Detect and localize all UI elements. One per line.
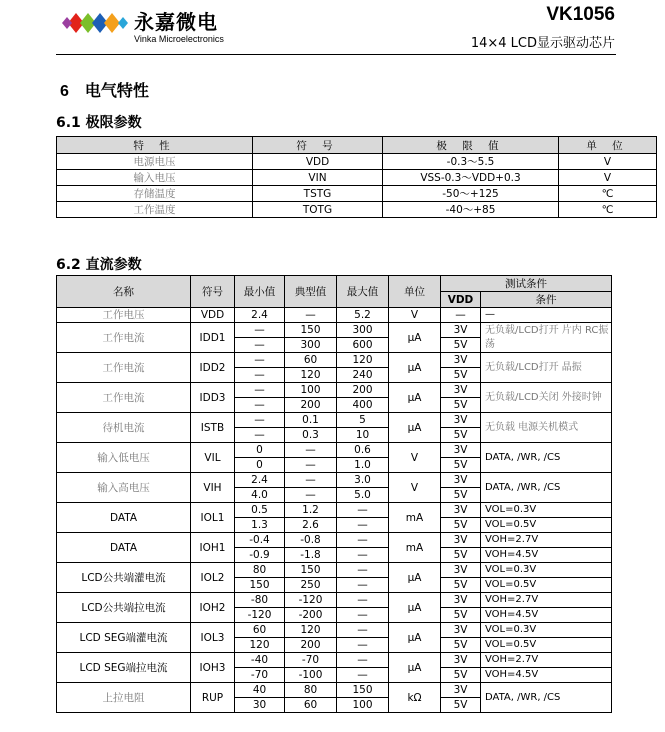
table-cell: VDD bbox=[253, 154, 383, 170]
param-name: LCD SEG端拉电流 bbox=[57, 653, 191, 683]
table-row bbox=[57, 383, 612, 398]
table-row bbox=[57, 308, 612, 323]
typ-value: — bbox=[285, 473, 337, 488]
unit: V bbox=[389, 473, 441, 503]
unit: V bbox=[389, 443, 441, 473]
unit: μA bbox=[389, 383, 441, 413]
unit: μA bbox=[389, 653, 441, 683]
condition: VOH=4.5V bbox=[481, 548, 612, 563]
max-value: — bbox=[337, 518, 389, 533]
param-name: LCD公共端拉电流 bbox=[57, 593, 191, 623]
max-value: 5 bbox=[337, 413, 389, 428]
vdd-value: 3V bbox=[441, 473, 481, 488]
typ-value: 0.3 bbox=[285, 428, 337, 443]
vdd-value: 3V bbox=[441, 503, 481, 518]
typ-value: 0.1 bbox=[285, 413, 337, 428]
param-symbol: IOL3 bbox=[191, 623, 235, 653]
vdd-value: 5V bbox=[441, 578, 481, 593]
condition: VOH=2.7V bbox=[481, 533, 612, 548]
table-row bbox=[57, 563, 612, 578]
param-symbol: VIL bbox=[191, 443, 235, 473]
param-symbol: RUP bbox=[191, 683, 235, 713]
typ-value: 1.2 bbox=[285, 503, 337, 518]
condition: DATA, /WR, /CS bbox=[481, 443, 612, 473]
condition: VOH=4.5V bbox=[481, 608, 612, 623]
typ-value: — bbox=[285, 458, 337, 473]
column-header: 最大值 bbox=[337, 276, 389, 308]
min-value: — bbox=[235, 368, 285, 383]
vdd-value: 3V bbox=[441, 683, 481, 698]
typ-value: -0.8 bbox=[285, 533, 337, 548]
min-value: 2.4 bbox=[235, 473, 285, 488]
table-cell: 存储温度 bbox=[57, 186, 253, 202]
table-row bbox=[57, 443, 612, 458]
column-header: 最小值 bbox=[235, 276, 285, 308]
section-number: 6 bbox=[60, 83, 69, 100]
condition: VOL=0.5V bbox=[481, 638, 612, 653]
unit: μA bbox=[389, 323, 441, 353]
condition: VOL=0.3V bbox=[481, 563, 612, 578]
table-cell: 输入电压 bbox=[57, 170, 253, 186]
typ-value: 200 bbox=[285, 638, 337, 653]
unit: μA bbox=[389, 353, 441, 383]
abs-max-table bbox=[56, 136, 657, 218]
table-cell: 电源电压 bbox=[57, 154, 253, 170]
param-name: 上拉电阻 bbox=[57, 683, 191, 713]
param-symbol: IOL2 bbox=[191, 563, 235, 593]
param-name: 输入低电压 bbox=[57, 443, 191, 473]
vdd-value: 3V bbox=[441, 413, 481, 428]
vdd-value: 5V bbox=[441, 518, 481, 533]
max-value: — bbox=[337, 623, 389, 638]
table-cell: V bbox=[559, 154, 657, 170]
param-name: 工作电压 bbox=[57, 308, 191, 323]
vdd-value: 3V bbox=[441, 623, 481, 638]
table-row bbox=[57, 154, 657, 170]
min-value: 80 bbox=[235, 563, 285, 578]
table-cell: -40～+85 bbox=[383, 202, 559, 218]
table-row bbox=[57, 323, 612, 338]
typ-value: 200 bbox=[285, 398, 337, 413]
column-header: 单位 bbox=[389, 276, 441, 308]
typ-value: 250 bbox=[285, 578, 337, 593]
vdd-value: 5V bbox=[441, 458, 481, 473]
table-cell: TSTG bbox=[253, 186, 383, 202]
max-value: — bbox=[337, 503, 389, 518]
param-symbol: IOL1 bbox=[191, 503, 235, 533]
typ-value: 80 bbox=[285, 683, 337, 698]
min-value: -40 bbox=[235, 653, 285, 668]
min-value: 0.5 bbox=[235, 503, 285, 518]
min-value: — bbox=[235, 383, 285, 398]
table-row bbox=[57, 533, 612, 548]
max-value: 400 bbox=[337, 398, 389, 413]
unit: V bbox=[389, 308, 441, 323]
min-value: 150 bbox=[235, 578, 285, 593]
max-value: 150 bbox=[337, 683, 389, 698]
column-header: 典型值 bbox=[285, 276, 337, 308]
max-value: 1.0 bbox=[337, 458, 389, 473]
min-value: — bbox=[235, 428, 285, 443]
typ-value: 60 bbox=[285, 698, 337, 713]
vdd-value: 3V bbox=[441, 593, 481, 608]
param-symbol: VDD bbox=[191, 308, 235, 323]
unit: μA bbox=[389, 623, 441, 653]
condition: 无负载/LCD关闭 外接时钟 bbox=[481, 383, 612, 413]
table-row bbox=[57, 593, 612, 608]
condition: 无负载 电源关机模式 bbox=[481, 413, 612, 443]
unit: kΩ bbox=[389, 683, 441, 713]
vdd-value: 3V bbox=[441, 443, 481, 458]
column-header: 符号 bbox=[191, 276, 235, 308]
min-value: 30 bbox=[235, 698, 285, 713]
section-title: 电气特性 bbox=[84, 81, 149, 100]
typ-value: 150 bbox=[285, 323, 337, 338]
max-value: 600 bbox=[337, 338, 389, 353]
table-row bbox=[57, 653, 612, 668]
condition: DATA, /WR, /CS bbox=[481, 473, 612, 503]
table-cell: -0.3～5.5 bbox=[383, 154, 559, 170]
min-value: 0 bbox=[235, 443, 285, 458]
min-value: -0.4 bbox=[235, 533, 285, 548]
table-row bbox=[57, 353, 612, 368]
typ-value: -120 bbox=[285, 593, 337, 608]
min-value: 60 bbox=[235, 623, 285, 638]
condition: VOL=0.3V bbox=[481, 503, 612, 518]
table-row bbox=[57, 503, 612, 518]
vdd-value: 5V bbox=[441, 428, 481, 443]
max-value: — bbox=[337, 653, 389, 668]
unit: μA bbox=[389, 413, 441, 443]
condition: — bbox=[481, 308, 612, 323]
table-row bbox=[57, 186, 657, 202]
max-value: — bbox=[337, 563, 389, 578]
unit: mA bbox=[389, 533, 441, 563]
max-value: — bbox=[337, 593, 389, 608]
typ-value: — bbox=[285, 443, 337, 458]
vdd-value: 3V bbox=[441, 353, 481, 368]
condition: VOH=4.5V bbox=[481, 668, 612, 683]
table-cell: TOTG bbox=[253, 202, 383, 218]
condition: VOL=0.3V bbox=[481, 623, 612, 638]
param-name: LCD公共端灌电流 bbox=[57, 563, 191, 593]
param-symbol: IDD1 bbox=[191, 323, 235, 353]
max-value: — bbox=[337, 638, 389, 653]
vdd-value: 5V bbox=[441, 398, 481, 413]
unit: μA bbox=[389, 563, 441, 593]
typ-value: -100 bbox=[285, 668, 337, 683]
unit: mA bbox=[389, 503, 441, 533]
condition: VOH=2.7V bbox=[481, 653, 612, 668]
max-value: 100 bbox=[337, 698, 389, 713]
vdd-value: 3V bbox=[441, 533, 481, 548]
column-header: 单 位 bbox=[559, 137, 657, 154]
min-value: 1.3 bbox=[235, 518, 285, 533]
vdd-value: 5V bbox=[441, 638, 481, 653]
table-row bbox=[57, 413, 612, 428]
param-symbol: ISTB bbox=[191, 413, 235, 443]
table-cell: 工作温度 bbox=[57, 202, 253, 218]
min-value: 0 bbox=[235, 458, 285, 473]
param-name: LCD SEG端灌电流 bbox=[57, 623, 191, 653]
vdd-value: 3V bbox=[441, 653, 481, 668]
brand-name-cn: 永嘉微电 bbox=[134, 10, 218, 34]
max-value: 3.0 bbox=[337, 473, 389, 488]
max-value: — bbox=[337, 608, 389, 623]
dc-params-heading: 6.2 直流参数 bbox=[56, 257, 142, 273]
min-value: — bbox=[235, 323, 285, 338]
condition: VOH=2.7V bbox=[481, 593, 612, 608]
section-heading bbox=[60, 78, 149, 101]
table-cell: VIN bbox=[253, 170, 383, 186]
param-symbol: VIH bbox=[191, 473, 235, 503]
header-divider bbox=[56, 54, 616, 55]
param-name: 工作电流 bbox=[57, 383, 191, 413]
min-value: 120 bbox=[235, 638, 285, 653]
max-value: 10 bbox=[337, 428, 389, 443]
vdd-value: — bbox=[441, 308, 481, 323]
min-value: -80 bbox=[235, 593, 285, 608]
column-header: 测试条件 bbox=[441, 276, 612, 292]
max-value: 240 bbox=[337, 368, 389, 383]
param-symbol: IOH3 bbox=[191, 653, 235, 683]
typ-value: 60 bbox=[285, 353, 337, 368]
column-header: 符 号 bbox=[253, 137, 383, 154]
min-value: 40 bbox=[235, 683, 285, 698]
min-value: — bbox=[235, 353, 285, 368]
vdd-value: 3V bbox=[441, 563, 481, 578]
max-value: 200 bbox=[337, 383, 389, 398]
param-symbol: IOH2 bbox=[191, 593, 235, 623]
document-subtitle: 14×4 LCD显示驱动芯片 bbox=[470, 36, 615, 51]
typ-value: 150 bbox=[285, 563, 337, 578]
condition: VOL=0.5V bbox=[481, 578, 612, 593]
max-value: — bbox=[337, 578, 389, 593]
vdd-value: 3V bbox=[441, 383, 481, 398]
page-header bbox=[0, 0, 665, 60]
min-value: — bbox=[235, 398, 285, 413]
vdd-value: 5V bbox=[441, 668, 481, 683]
param-name: 输入高电压 bbox=[57, 473, 191, 503]
table-row bbox=[57, 170, 657, 186]
typ-value: 300 bbox=[285, 338, 337, 353]
min-value: 4.0 bbox=[235, 488, 285, 503]
min-value: -0.9 bbox=[235, 548, 285, 563]
table-header-row bbox=[57, 276, 612, 292]
table-cell: -50～+125 bbox=[383, 186, 559, 202]
typ-value: — bbox=[285, 308, 337, 323]
max-value: — bbox=[337, 668, 389, 683]
table-row bbox=[57, 202, 657, 218]
table-cell: V bbox=[559, 170, 657, 186]
table-cell: ℃ bbox=[559, 186, 657, 202]
vdd-value: 5V bbox=[441, 698, 481, 713]
max-value: 300 bbox=[337, 323, 389, 338]
table-row bbox=[57, 623, 612, 638]
max-value: 5.2 bbox=[337, 308, 389, 323]
column-header: 特 性 bbox=[57, 137, 253, 154]
typ-value: -200 bbox=[285, 608, 337, 623]
model-number: VK1056 bbox=[546, 4, 615, 25]
dc-params-table bbox=[56, 275, 612, 713]
typ-value: — bbox=[285, 488, 337, 503]
condition: DATA, /WR, /CS bbox=[481, 683, 612, 713]
typ-value: 120 bbox=[285, 623, 337, 638]
table-row bbox=[57, 683, 612, 698]
column-header: 名称 bbox=[57, 276, 191, 308]
vdd-value: 5V bbox=[441, 368, 481, 383]
min-value: -70 bbox=[235, 668, 285, 683]
max-value: — bbox=[337, 533, 389, 548]
param-name: 待机电流 bbox=[57, 413, 191, 443]
condition: VOL=0.5V bbox=[481, 518, 612, 533]
typ-value: 120 bbox=[285, 368, 337, 383]
vdd-value: 5V bbox=[441, 488, 481, 503]
vdd-value: 3V bbox=[441, 323, 481, 338]
param-symbol: IOH1 bbox=[191, 533, 235, 563]
vdd-value: 5V bbox=[441, 338, 481, 353]
vinka-logo-icon bbox=[58, 8, 132, 38]
param-name: 工作电流 bbox=[57, 353, 191, 383]
max-value: 120 bbox=[337, 353, 389, 368]
min-value: — bbox=[235, 338, 285, 353]
min-value: — bbox=[235, 413, 285, 428]
column-header: VDD bbox=[441, 292, 481, 308]
unit: μA bbox=[389, 593, 441, 623]
param-symbol: IDD2 bbox=[191, 353, 235, 383]
max-value: 0.6 bbox=[337, 443, 389, 458]
brand-name-en: Vinka Microelectronics bbox=[134, 34, 224, 44]
param-name: 工作电流 bbox=[57, 323, 191, 353]
max-value: — bbox=[337, 548, 389, 563]
column-header: 极 限 值 bbox=[383, 137, 559, 154]
abs-max-heading: 6.1 极限参数 bbox=[56, 115, 142, 131]
min-value: -120 bbox=[235, 608, 285, 623]
condition: 无负载/LCD打开 晶振 bbox=[481, 353, 612, 383]
table-header-row bbox=[57, 137, 657, 154]
typ-value: 2.6 bbox=[285, 518, 337, 533]
typ-value: -1.8 bbox=[285, 548, 337, 563]
vdd-value: 5V bbox=[441, 608, 481, 623]
condition: 无负载/LCD打开 片内 RC振荡 bbox=[481, 323, 612, 353]
param-name: DATA bbox=[57, 533, 191, 563]
table-cell: ℃ bbox=[559, 202, 657, 218]
param-name: DATA bbox=[57, 503, 191, 533]
table-cell: VSS-0.3～VDD+0.3 bbox=[383, 170, 559, 186]
vdd-value: 5V bbox=[441, 548, 481, 563]
param-symbol: IDD3 bbox=[191, 383, 235, 413]
typ-value: -70 bbox=[285, 653, 337, 668]
table-row bbox=[57, 473, 612, 488]
typ-value: 100 bbox=[285, 383, 337, 398]
column-header: 条件 bbox=[481, 292, 612, 308]
min-value: 2.4 bbox=[235, 308, 285, 323]
max-value: 5.0 bbox=[337, 488, 389, 503]
